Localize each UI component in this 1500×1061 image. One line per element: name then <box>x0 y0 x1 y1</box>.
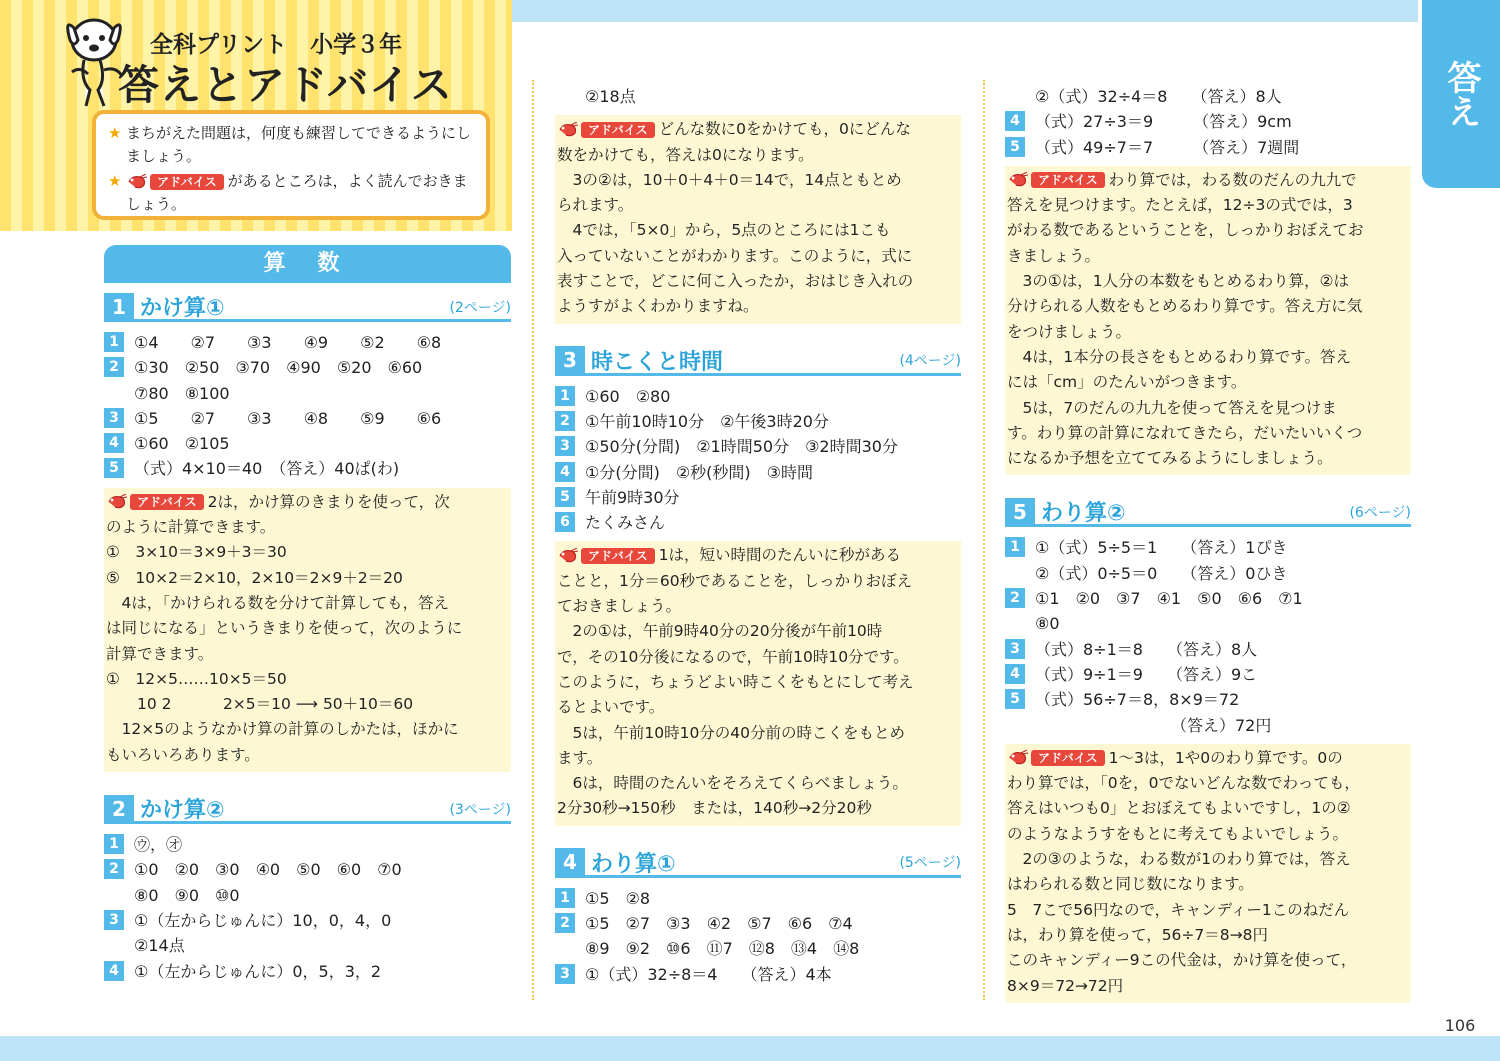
shrimp-icon <box>106 494 128 510</box>
advice-text: このように，ちょうどよい時こくをもとにして考え <box>557 672 914 691</box>
question-number: 2 <box>104 859 124 879</box>
advice-line <box>557 619 959 644</box>
advice-text: 10 2 2×5＝10 ⟶ 50＋10＝60 <box>106 695 414 714</box>
answer-text: ①分(分間) ②秒(秒間) ③時間 <box>585 462 814 482</box>
answer-row <box>1005 84 1411 109</box>
advice-text: 12×5のようなかけ算の計算のしかたは，ほかに <box>106 720 459 739</box>
section-number: 2 <box>104 795 134 823</box>
answer-row <box>1005 586 1411 611</box>
advice-text: のように計算できます。 <box>106 518 276 537</box>
indent <box>1005 713 1035 738</box>
advice-box <box>555 115 961 323</box>
question-number: 4 <box>1005 111 1025 131</box>
advice-line <box>1007 421 1409 446</box>
column-divider <box>532 80 534 1000</box>
answer-text: （式）8÷1＝8 （答え）8人 <box>1035 639 1258 659</box>
star-icon: ★ <box>108 124 122 142</box>
advice-box <box>104 488 511 772</box>
advice-text: は，わり算を使って，56÷7＝8→8円 <box>1007 925 1268 944</box>
answer-text: ①1 ②0 ③7 ④1 ⑤0 ⑥6 ⑦1 <box>1035 589 1303 609</box>
advice-line <box>557 670 959 695</box>
advice-text: す。わり算の計算になれてきたら，だいたいいくつ <box>1007 423 1363 442</box>
answer-text: ②14点 <box>134 936 185 956</box>
advice-text: で，その10分後になるので，午前10時10分です。 <box>557 647 909 666</box>
advice-text: 5 7こで56円なので，キャンディー1このねだん <box>1007 900 1350 919</box>
advice-text: 2分30秒→150秒 または，140秒→2分20秒 <box>557 799 872 818</box>
answer-row <box>104 431 511 456</box>
advice-line <box>1007 244 1409 269</box>
section-page-ref: (5ページ) <box>899 855 961 872</box>
section-title: わり算② <box>1041 501 1126 527</box>
advice-line <box>106 566 509 591</box>
answer-text: ⑧0 <box>1035 614 1060 634</box>
answer-row <box>1005 611 1411 636</box>
advice-line <box>557 594 959 619</box>
answer-row <box>1005 662 1411 687</box>
advice-text: 4は，1本分の長さをもとめるわり算です。答え <box>1007 347 1351 366</box>
indent <box>1005 611 1035 636</box>
tip-item <box>108 122 476 168</box>
section-header <box>104 294 511 322</box>
advice-box <box>1005 744 1411 1003</box>
advice-text: ① 3×10＝3×9＋3＝30 <box>106 543 287 562</box>
answer-row <box>1005 109 1411 134</box>
section-page-ref: (4ページ) <box>899 353 961 370</box>
indent <box>104 381 134 406</box>
answer-text: ①午前10時10分 ②午後3時20分 <box>585 411 829 431</box>
subject-header: 算 数 <box>104 245 511 283</box>
answer-row <box>1005 637 1411 662</box>
series-label: 全科プリント 小学３年 <box>150 32 403 58</box>
answer-row <box>104 406 511 431</box>
advice-badge: アドバイス <box>130 494 204 510</box>
advice-box <box>555 541 961 825</box>
advice-text: 6は，時間のたんいをそろえてくらべましょう。 <box>557 774 908 793</box>
advice-line <box>557 721 959 746</box>
tip-text: があるところは，よく読んでおきましょう。 <box>126 172 468 213</box>
advice-line <box>1007 446 1409 471</box>
shrimp-icon <box>557 548 579 564</box>
answer-row <box>1005 561 1411 586</box>
advice-line <box>1007 370 1409 395</box>
tip-text: まちがえた問題は，何度も練習してできるようにしましょう。 <box>126 124 472 165</box>
answer-text: ①5 ②7 ③3 ④8 ⑤9 ⑥6 <box>134 408 442 428</box>
advice-line <box>106 717 509 742</box>
bottom-band <box>0 1036 1500 1061</box>
question-number: 6 <box>555 512 575 532</box>
answer-row <box>555 962 961 987</box>
advice-text: 数をかけても，答えは0になります。 <box>557 145 814 164</box>
shrimp-icon <box>126 174 148 190</box>
answer-text: ①（式）5÷5＝1 （答え）1ぴき <box>1035 538 1288 558</box>
advice-text: 2の③のような，わる数が1のわり算では，答え <box>1007 850 1351 869</box>
star-icon: ★ <box>108 172 122 190</box>
answer-text: ㋒，㋔ <box>134 835 183 855</box>
answer-row <box>104 857 511 882</box>
indent <box>104 883 134 908</box>
answer-text: ②18点 <box>585 87 636 106</box>
question-number: 1 <box>104 834 124 854</box>
column-1 <box>104 290 511 984</box>
section-title: かけ算② <box>140 798 225 824</box>
answer-row <box>555 911 961 936</box>
advice-line <box>1007 294 1409 319</box>
answer-row <box>555 384 961 409</box>
advice-text: わり算では，わる数のだんの九九で <box>1108 170 1357 189</box>
question-number: 1 <box>555 386 575 406</box>
section-number: 1 <box>104 293 134 321</box>
advice-line <box>557 796 959 821</box>
advice-line <box>1007 193 1409 218</box>
advice-line <box>1007 974 1409 999</box>
advice-text: もいろいろあります。 <box>106 745 260 764</box>
advice-line <box>557 771 959 796</box>
question-number: 4 <box>104 433 124 453</box>
answer-row <box>555 936 961 961</box>
advice-line <box>1007 923 1409 948</box>
answer-row <box>555 485 961 510</box>
answer-text: 午前9時30分 <box>585 487 680 507</box>
advice-text: 3の②は，10＋0＋4＋0＝14で，14点ともとめ <box>557 170 902 189</box>
advice-text: 分けられる人数をもとめるわり算です。答え方に気 <box>1007 297 1363 316</box>
advice-line <box>557 218 959 243</box>
answer-tab <box>1422 0 1500 188</box>
answer-row <box>1005 135 1411 160</box>
column-3 <box>1005 84 1411 1013</box>
answer-text: ①60 ②80 <box>585 386 671 406</box>
advice-line <box>106 667 509 692</box>
answer-row <box>555 460 961 485</box>
advice-badge: アドバイス <box>581 122 655 138</box>
top-band <box>512 0 1422 22</box>
advice-line <box>1007 771 1409 796</box>
advice-line <box>557 746 959 771</box>
advice-line <box>106 642 509 667</box>
advice-text: はわられる数と同じ数になります。 <box>1007 875 1254 894</box>
answer-text: （式）27÷3＝9 （答え）9cm <box>1035 112 1292 132</box>
header-banner <box>0 0 512 231</box>
advice-text: 計算できます。 <box>106 644 214 663</box>
advice-line <box>1007 898 1409 923</box>
advice-text: どんな数に0をかけても，0にどんな <box>658 120 911 139</box>
answer-text: ⑧9 ⑨2 ⑩6 ⑪7 ⑫8 ⑬4 ⑭8 <box>585 939 860 959</box>
advice-line <box>1007 168 1409 193</box>
advice-text: このキャンディー9この代金は，かけ算を使って， <box>1007 951 1357 970</box>
question-number: 5 <box>104 458 124 478</box>
advice-text: 表すことで，どこに何こ入ったか，おはじき入れの <box>557 272 914 291</box>
advice-line <box>106 490 509 515</box>
question-number: 1 <box>1005 537 1025 557</box>
question-number: 1 <box>104 332 124 352</box>
answer-row <box>104 959 511 984</box>
answer-text: ⑦80 ⑧100 <box>134 383 230 403</box>
answer-text: ①60 ②105 <box>134 434 230 454</box>
answer-text: ①（式）32÷8＝4 （答え）4本 <box>585 964 832 984</box>
question-number: 5 <box>555 487 575 507</box>
answer-row <box>1005 687 1411 712</box>
question-number: 3 <box>104 408 124 428</box>
advice-text: 入っていないことがわかります。このように，式に <box>557 246 913 265</box>
section-number: 3 <box>555 346 585 374</box>
answer-text: （答え）72円 <box>1035 715 1272 735</box>
advice-text: をつけましょう。 <box>1007 322 1132 341</box>
shrimp-icon <box>1007 750 1029 766</box>
advice-text: きましょう。 <box>1007 246 1101 265</box>
answer-row <box>1005 713 1411 738</box>
answer-tab-label: 答え <box>1441 60 1481 128</box>
advice-line <box>557 193 959 218</box>
answer-row <box>555 434 961 459</box>
advice-text: 2は，かけ算のきまりを使って，次 <box>207 492 450 511</box>
advice-text: 答えはいつも0」とおぼえてもよいですし，1の② <box>1007 799 1351 818</box>
advice-text: るとよいです。 <box>557 698 665 717</box>
advice-text: 答えを見つけます。たとえば，12÷3の式では，3 <box>1007 196 1353 215</box>
advice-line <box>1007 320 1409 345</box>
question-number: 3 <box>1005 639 1025 659</box>
advice-line <box>106 743 509 768</box>
section-gap <box>1005 485 1411 495</box>
indent <box>104 933 134 958</box>
advice-text: ようすがよくわかりますね。 <box>557 297 759 316</box>
question-number: 2 <box>104 357 124 377</box>
answer-text: ①（左からじゅんに）10，0，4，0 <box>134 910 392 930</box>
answer-row <box>104 330 511 355</box>
question-number: 2 <box>1005 588 1025 608</box>
advice-text: ておきましょう。 <box>557 597 682 616</box>
section-page-ref: (2ページ) <box>449 299 511 316</box>
section-title: わり算① <box>591 851 676 877</box>
answer-text: ①5 ②8 <box>585 888 651 908</box>
answer-row <box>104 456 511 481</box>
section-title: かけ算① <box>140 296 225 321</box>
column-2 <box>555 84 961 987</box>
section-header <box>555 348 961 376</box>
advice-text: 4は，「かけられる数を分けて計算しても，答え <box>106 593 450 612</box>
advice-line <box>1007 269 1409 294</box>
question-number: 3 <box>555 436 575 456</box>
advice-text: ① 12×5……10×5＝50 <box>106 669 287 688</box>
advice-line <box>557 117 959 142</box>
advice-text: ⑤ 10×2＝2×10，2×10＝2×9＋2＝20 <box>106 568 403 587</box>
answer-row <box>104 381 511 406</box>
answer-text: ②（式）0÷5＝0 （答え）0ひき <box>1035 563 1288 583</box>
advice-line <box>106 515 509 540</box>
advice-badge: アドバイス <box>581 548 655 564</box>
question-number: 4 <box>104 961 124 981</box>
answer-row <box>104 933 511 958</box>
answer-text: （式）49÷7＝7 （答え）7週間 <box>1035 137 1300 157</box>
advice-text: がわる数であるということを，しっかりおぼえてお <box>1007 221 1364 240</box>
advice-line <box>1007 847 1409 872</box>
shrimp-icon <box>557 122 579 138</box>
advice-line <box>106 540 509 565</box>
answer-row <box>555 886 961 911</box>
answer-text: （式）56÷7＝8，8×9＝72 <box>1035 690 1240 710</box>
advice-badge: アドバイス <box>150 174 224 190</box>
advice-line <box>557 695 959 720</box>
advice-text: 2の①は，午前9時40分の20分後が午前10時 <box>557 622 883 641</box>
tip-item <box>108 170 476 216</box>
tip-text-wrap <box>126 170 476 216</box>
section-page-ref: (6ページ) <box>1349 504 1411 521</box>
indent <box>1005 561 1035 586</box>
question-number: 3 <box>555 964 575 984</box>
answer-text: ②（式）32÷4＝8 （答え）8人 <box>1035 87 1282 106</box>
advice-text: 3の①は，1人分の本数をもとめるわり算，②は <box>1007 272 1350 291</box>
advice-line <box>106 692 509 717</box>
question-number: 4 <box>555 462 575 482</box>
advice-line <box>557 645 959 670</box>
question-number: 5 <box>1005 689 1025 709</box>
page-title: 答えとアドバイス <box>118 61 453 109</box>
question-number: 1 <box>555 888 575 908</box>
advice-line <box>557 244 959 269</box>
advice-line <box>557 543 959 568</box>
advice-text: 1は，短い時間のたんいに秒がある <box>658 546 902 565</box>
question-number: 4 <box>1005 664 1025 684</box>
advice-text: ます。 <box>557 748 603 767</box>
column-divider <box>983 80 985 1000</box>
advice-line <box>1007 746 1409 771</box>
advice-text: わり算では，「0を，0でないどんな数でわっても， <box>1007 774 1360 793</box>
tips-box <box>92 110 490 220</box>
answer-text: ①0 ②0 ③0 ④0 ⑤0 ⑥0 ⑦0 <box>134 860 402 880</box>
advice-text: には「cm」のたんいがつきます。 <box>1007 373 1247 392</box>
question-number: 2 <box>555 411 575 431</box>
advice-text: ことと，1分＝60秒であることを，しっかりおぼえ <box>557 571 913 590</box>
answer-row <box>104 355 511 380</box>
section-number: 5 <box>1005 498 1035 526</box>
section-title: 時こくと時間 <box>591 349 724 375</box>
advice-text: 5は，7のだんの九九を使って答えを見つけま <box>1007 398 1337 417</box>
answer-row <box>104 832 511 857</box>
advice-line <box>1007 218 1409 243</box>
question-number: 3 <box>104 910 124 930</box>
answer-text: （式）4×10＝40 （答え）40ぱ(わ) <box>134 459 400 479</box>
indent <box>555 84 585 109</box>
advice-text: 4では，「5×0」から，5点のところには1こも <box>557 221 891 240</box>
advice-badge: アドバイス <box>1031 172 1105 188</box>
answer-text: ①5 ②7 ③3 ④2 ⑤7 ⑥6 ⑦4 <box>585 914 853 934</box>
advice-text: 8×9＝72→72円 <box>1007 976 1124 995</box>
question-number: 2 <box>555 913 575 933</box>
section-page-ref: (3ページ) <box>449 801 511 818</box>
advice-line <box>557 569 959 594</box>
answer-row <box>555 409 961 434</box>
advice-line <box>557 168 959 193</box>
advice-badge: アドバイス <box>1031 750 1105 766</box>
section-gap <box>104 782 511 792</box>
advice-line <box>1007 796 1409 821</box>
section-header <box>555 850 961 878</box>
indent <box>1005 84 1035 109</box>
answer-text: ①4 ②7 ③3 ④9 ⑤2 ⑥8 <box>134 333 442 352</box>
advice-line <box>557 143 959 168</box>
advice-text: は同じになる」というきまりを使って，次のように <box>106 619 463 638</box>
advice-line <box>557 269 959 294</box>
answer-text: たくみさん <box>585 513 666 533</box>
advice-line <box>1007 822 1409 847</box>
answer-text: ①50分(分間) ②1時間50分 ③2時間30分 <box>585 437 898 457</box>
advice-text: られます。 <box>557 196 634 215</box>
answer-text: ①（左からじゅんに）0，5，3，2 <box>134 961 382 981</box>
advice-text: になるか予想を立ててみるようにしましょう。 <box>1007 449 1333 468</box>
advice-line <box>106 616 509 641</box>
advice-line <box>1007 872 1409 897</box>
tip-text-wrap <box>126 122 476 168</box>
section-number: 4 <box>555 848 585 876</box>
answer-row <box>555 84 961 109</box>
advice-line <box>1007 396 1409 421</box>
answer-row <box>104 883 511 908</box>
advice-line <box>1007 948 1409 973</box>
answer-text: ⑧0 ⑨0 ⑩0 <box>134 885 240 905</box>
answer-row <box>104 908 511 933</box>
section-header <box>1005 499 1411 527</box>
indent <box>555 936 585 961</box>
advice-text: 5は，午前10時10分の40分前の時こくをもとめ <box>557 723 906 742</box>
question-number: 5 <box>1005 137 1025 157</box>
section-gap <box>555 334 961 344</box>
advice-line <box>1007 345 1409 370</box>
page-number: 106 <box>1444 1016 1476 1035</box>
advice-text: のようなようすをもとに考えてもよいでしょう。 <box>1007 824 1349 843</box>
advice-text: 1～3は，1や0のわり算です。0の <box>1108 748 1343 767</box>
shrimp-icon <box>1007 172 1029 188</box>
advice-line <box>557 294 959 319</box>
section-gap <box>555 836 961 846</box>
answer-text: ①30 ②50 ③70 ④90 ⑤20 ⑥60 <box>134 358 423 378</box>
answer-row <box>555 510 961 535</box>
section-header <box>104 796 511 824</box>
advice-box <box>1005 166 1411 476</box>
answer-text: （式）9÷1＝9 （答え）9こ <box>1035 664 1258 684</box>
advice-line <box>106 591 509 616</box>
answer-row <box>1005 535 1411 560</box>
